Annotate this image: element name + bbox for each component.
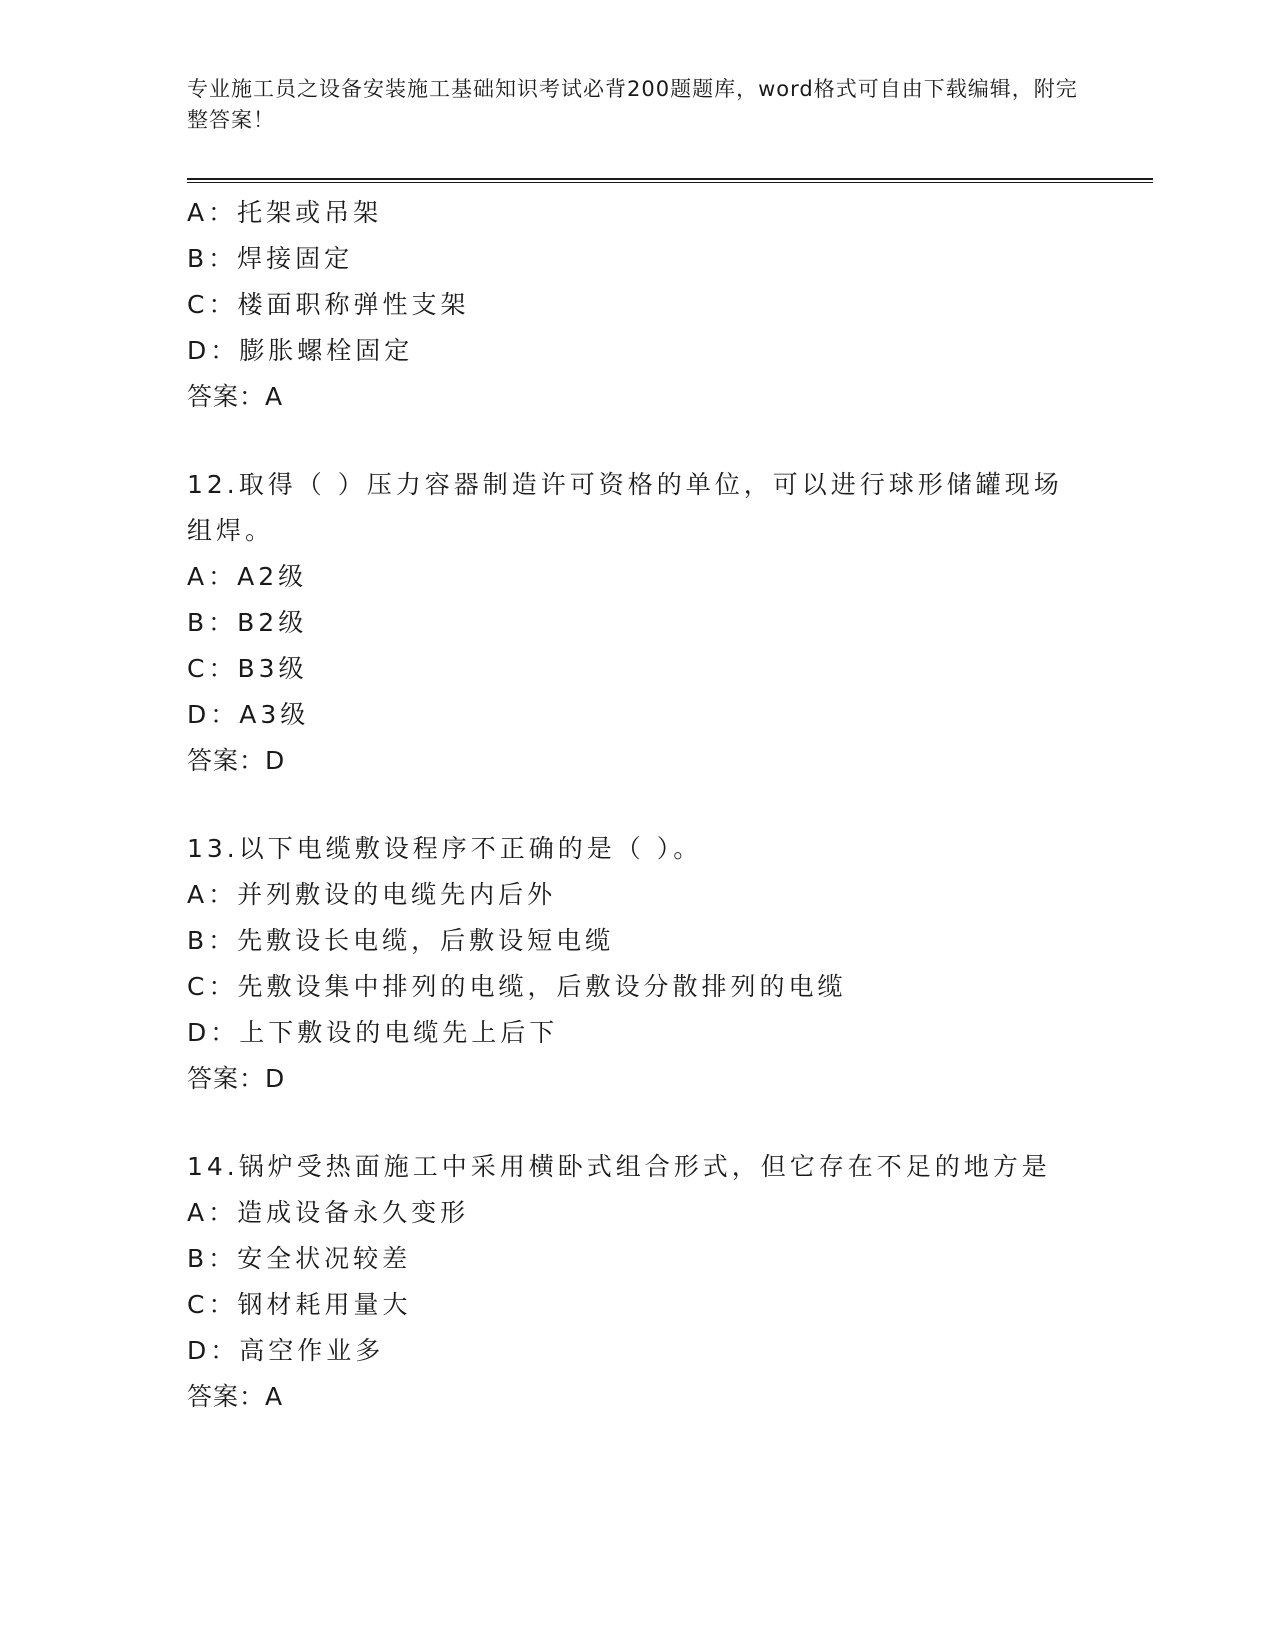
- option-b: B：焊接固定: [187, 244, 354, 273]
- question-14: [187, 1144, 1147, 1420]
- question-11-continued: [187, 190, 1147, 420]
- question-stem: 13.以下电缆敷设程序不正确的是（ ）。: [187, 834, 703, 863]
- spacer: [187, 784, 1147, 826]
- option-a: A：造成设备永久变形: [187, 1198, 470, 1227]
- answer-line: 答案：D: [187, 1064, 286, 1093]
- option-d: D：膨胀螺栓固定: [187, 336, 414, 365]
- option-c: C：先敷设集中排列的电缆，后敷设分散排列的电缆: [187, 972, 847, 1001]
- option-b: B：安全状况较差: [187, 1244, 412, 1273]
- document-body: [187, 190, 1147, 1420]
- option-d: D：上下敷设的电缆先上后下: [187, 1018, 559, 1047]
- question-13: [187, 826, 1147, 1102]
- question-stem: 12.取得（ ）压力容器制造许可资格的单位，可以进行球形储罐现场组焊。: [187, 470, 1063, 545]
- answer-line: 答案：A: [187, 382, 284, 411]
- question-12: [187, 462, 1147, 784]
- answer-line: 答案：A: [187, 1382, 284, 1411]
- option-a: A：并列敷设的电缆先内后外: [187, 880, 557, 909]
- spacer: [187, 420, 1147, 462]
- option-c: C：楼面职称弹性支架: [187, 290, 470, 319]
- option-a: A：托架或吊架: [187, 198, 383, 227]
- option-d: D：A3级: [187, 700, 310, 729]
- page-header: 专业施工员之设备安装施工基础知识考试必背200题题库，word格式可自由下载编辑，附完整答案！: [187, 77, 1078, 132]
- answer-line: 答案：D: [187, 746, 286, 775]
- option-b: B：B2级: [187, 608, 308, 637]
- header-divider: [187, 178, 1153, 183]
- option-a: A：A2级: [187, 562, 308, 591]
- option-c: C：B3级: [187, 654, 308, 683]
- option-d: D：高空作业多: [187, 1336, 385, 1365]
- question-stem: 14.锅炉受热面施工中采用横卧式组合形式，但它存在不足的地方是: [187, 1152, 1051, 1181]
- option-b: B：先敷设长电缆，后敷设短电缆: [187, 926, 615, 955]
- option-c: C：钢材耗用量大: [187, 1290, 412, 1319]
- spacer: [187, 1102, 1147, 1144]
